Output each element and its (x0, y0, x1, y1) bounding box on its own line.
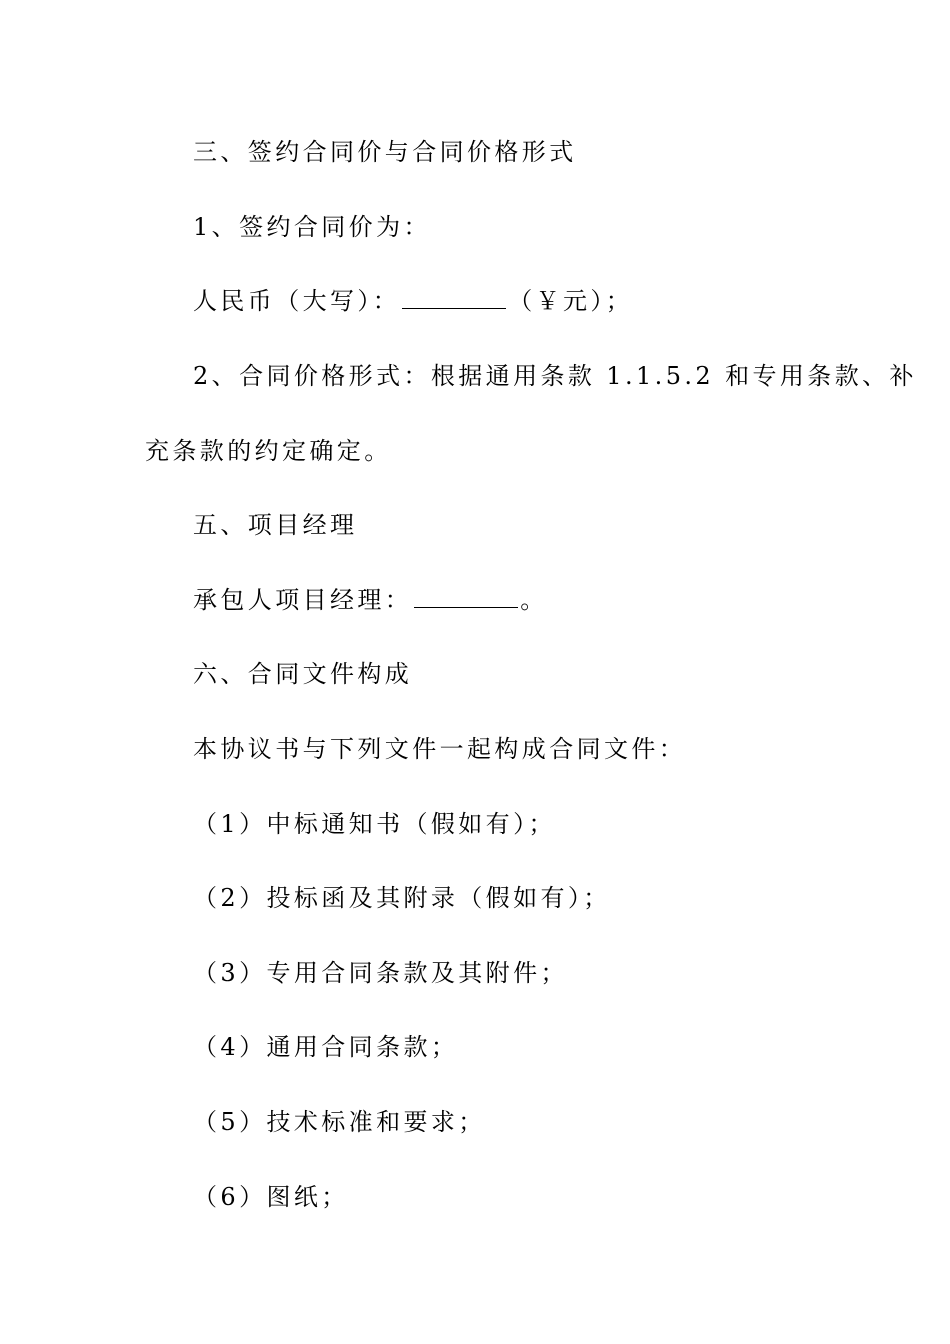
rmb-amount-blank (402, 286, 506, 309)
section-3-heading: 三、签约合同价与合同价格形式 (193, 138, 577, 166)
rmb-label: 人民币（大写）： (193, 287, 401, 315)
doc-item: （4）通用合同条款； (193, 1033, 459, 1061)
project-manager-blank (414, 585, 518, 608)
doc-item: （3）专用合同条款及其附件； (193, 959, 568, 987)
section-6-heading: 六、合同文件构成 (193, 660, 413, 688)
rmb-unit: （￥元）； (508, 287, 634, 315)
docs-intro: 本协议书与下列文件一起构成合同文件： (193, 735, 687, 763)
project-manager-label: 承包人项目经理： (193, 586, 413, 614)
section-5-heading: 五、项目经理 (193, 511, 358, 539)
project-manager-line (193, 585, 548, 615)
price-form-line-1: 2、合同价格形式：根据通用条款 1.1.5.2 和专用条款、补 (193, 362, 917, 390)
doc-item: （6）图纸； (193, 1183, 349, 1211)
rmb-amount-line (193, 286, 633, 316)
contract-price-intro: 1、签约合同价为： (193, 213, 431, 241)
doc-item: （2）投标函及其附录（假如有）； (193, 884, 611, 912)
project-manager-end: 。 (520, 586, 548, 614)
price-form-line-2: 充条款的约定确定。 (145, 437, 392, 465)
doc-item: （5）技术标准和要求； (193, 1108, 486, 1136)
doc-item: （1）中标通知书（假如有）； (193, 810, 556, 838)
